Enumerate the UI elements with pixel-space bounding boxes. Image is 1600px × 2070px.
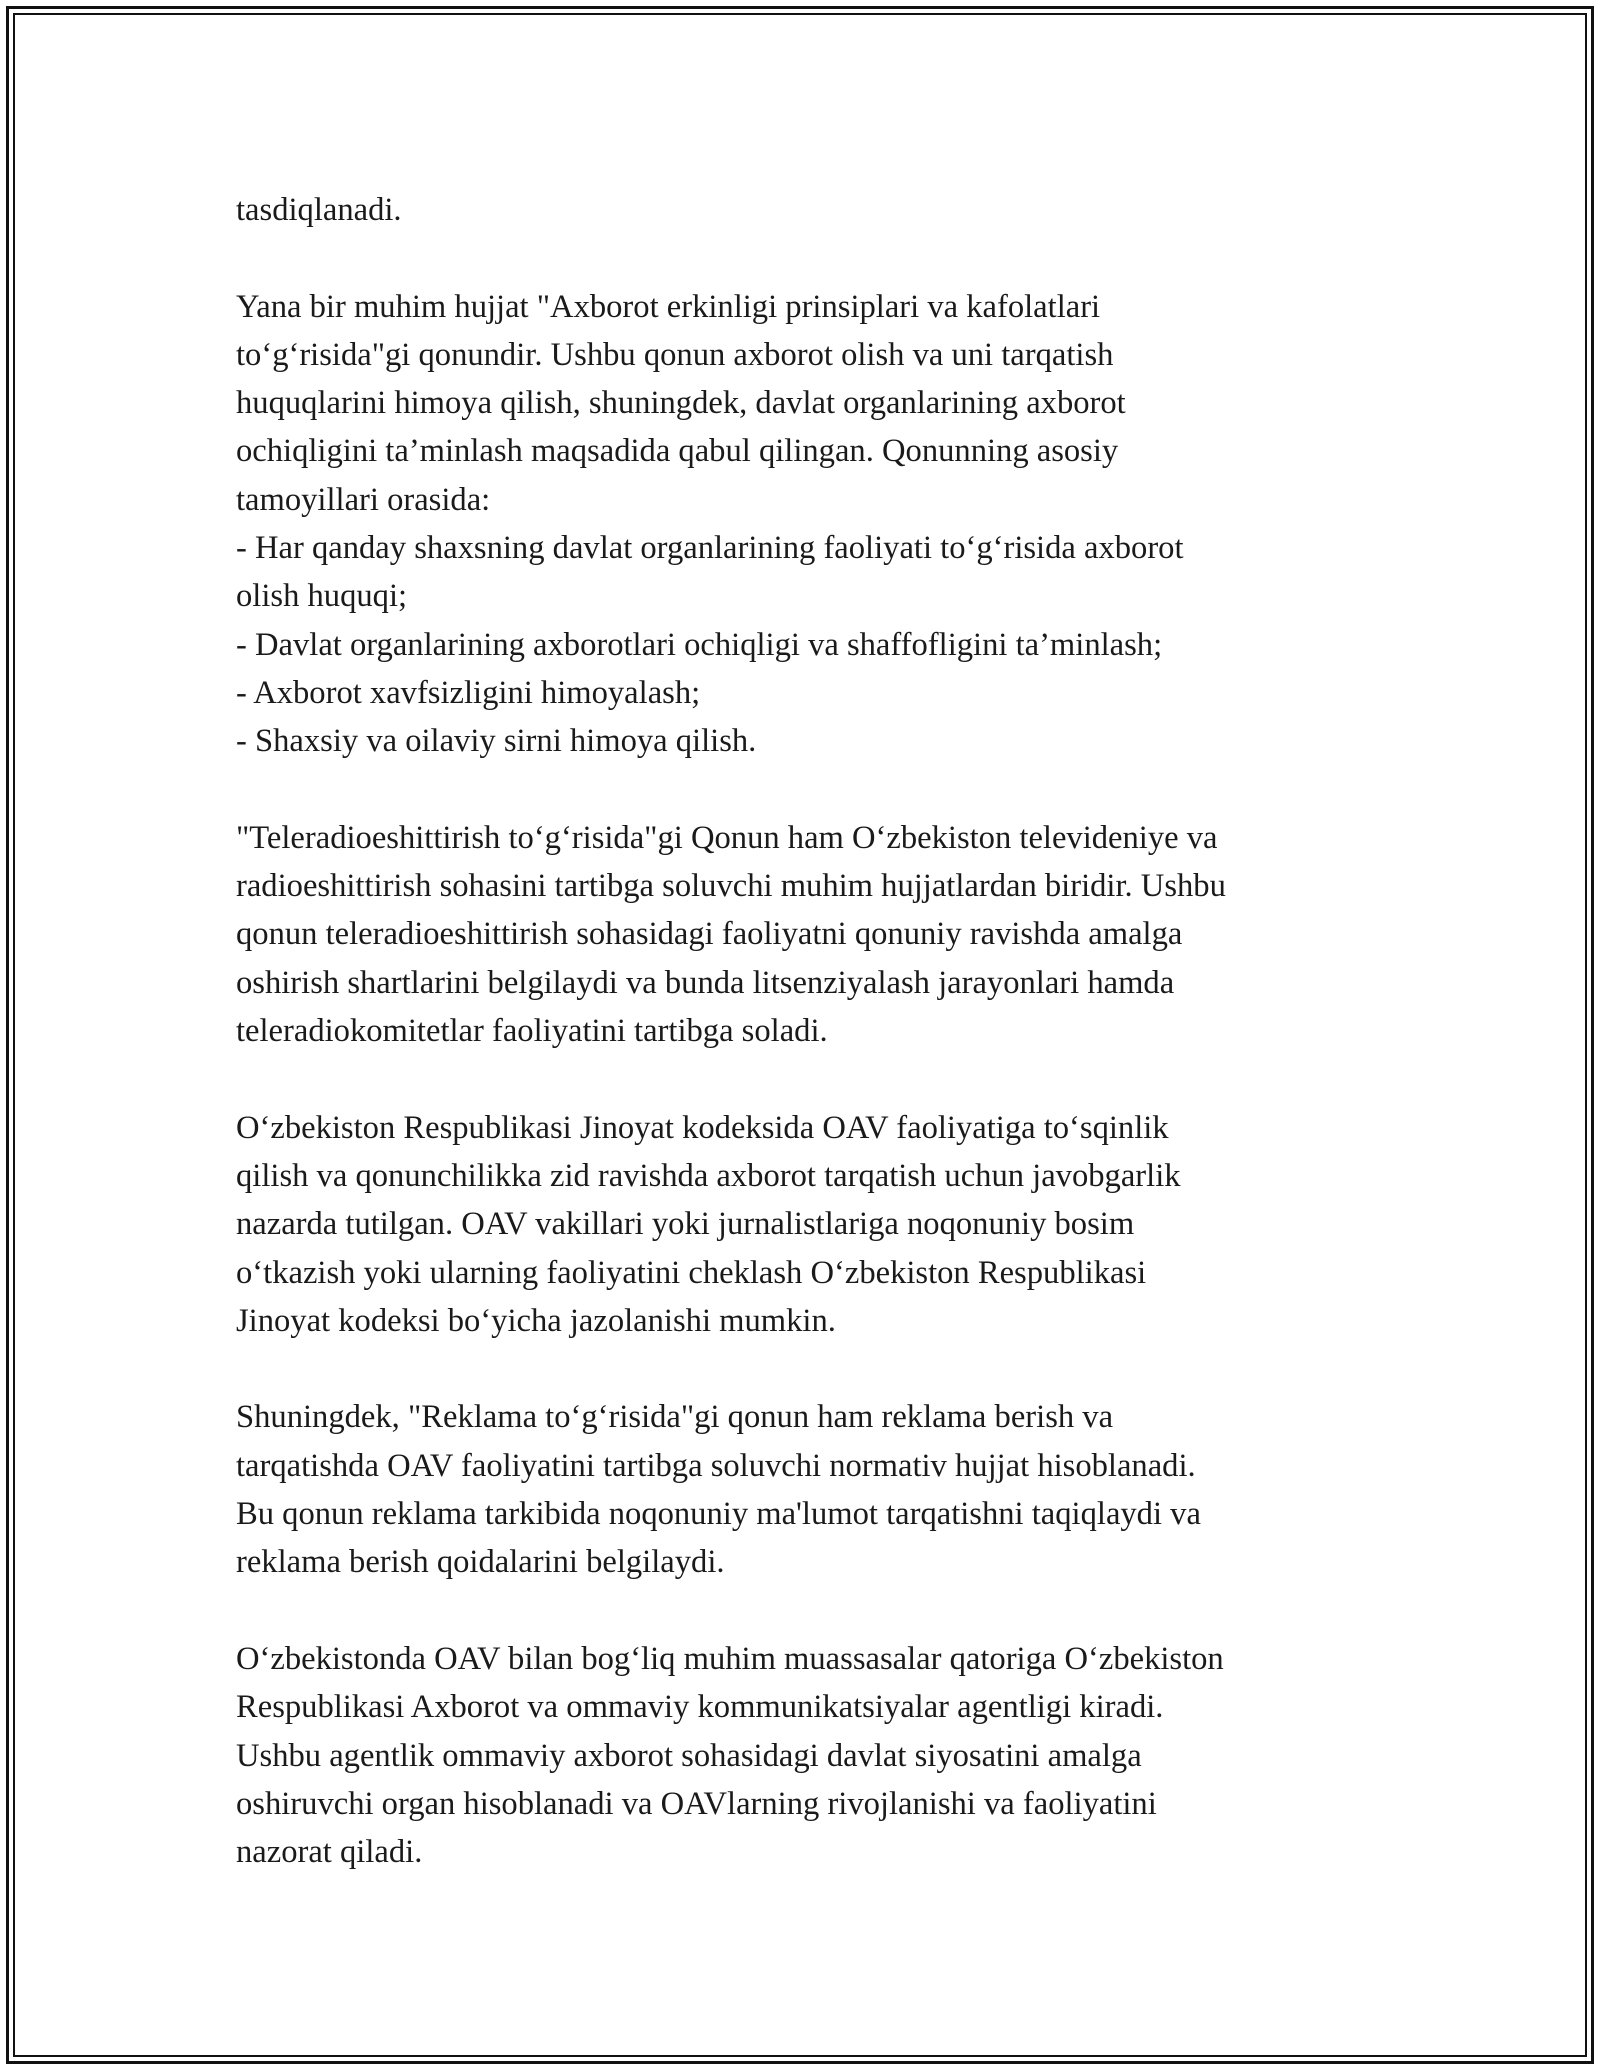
document-body (236, 186, 1376, 1876)
paragraph-information-freedom-law: Yana bir muhim hujjat "Axborot erkinligi prinsiplari va kafolatlari to‘g‘risida"gi qonundir. Ushbu qonun axborot olish va uni tarqatish huquqlarini himoya qilish, shuningdek, davlat organlarining axborot ochiqligini ta’minlash maqsadida qabul qilingan. Qonunning asosiy tamoyillari orasida: - Har qanday shaxsning davlat organlarining faoliyati to‘g‘risida axborot olish huquqi; - Davlat organlarining axborotlari ochiqligi va shaffofligini ta’minlash; - Axborot xavfsizligini himoyalash; - Shaxsiy va oilaviy sirni himoya qilish. (236, 288, 1184, 760)
paragraph-criminal-code: O‘zbekiston Respublikasi Jinoyat kodeksida OAV faoliyatiga to‘sqinlik qilish va qonunchilikka zid ravishda axborot tarqatish uchun javobgarlik nazarda tutilgan. OAV vakillari yoki jurnalistlariga noqonuniy bosim o‘tkazish yoki ularning faoliyatini cheklash O‘zbekiston Respublikasi Jinoyat kodeksi bo‘yicha jazolanishi mumkin. (236, 1109, 1181, 1339)
paragraph-advertising-law: Shuningdek, "Reklama to‘g‘risida"gi qonun ham reklama berish va tarqatishda OAV faoliyatini tartibga soluvchi normativ hujjat hisoblanadi. Bu qonun reklama tarkibida noqonuniy ma'lumot tarqatishni taqiqlaydi va reklama berish qoidalarini belgilaydi. (236, 1399, 1201, 1581)
paragraph-continuation: tasdiqlanadi. (236, 192, 402, 228)
paragraph-information-agency: O‘zbekistonda OAV bilan bog‘liq muhim muassasalar qatoriga O‘zbekiston Respublikasi Axborot va ommaviy kommunikatsiyalar agentligi kiradi. Ushbu agentlik ommaviy axborot sohasidagi davlat siyosatini amalga oshiruvchi organ hisoblanadi va OAVlarning rivojlanishi va faoliyatini nazorat qiladi. (236, 1640, 1224, 1871)
paragraph-broadcasting-law: "Teleradioeshittirish to‘g‘risida"gi Qonun ham O‘zbekiston televideniye va radioeshittirish sohasini tartibga soluvchi muhim hujjatlardan biridir. Ushbu qonun teleradioeshittirish sohasidagi faoliyatni qonuniy ravishda amalga oshirish shartlarini belgilaydi va bunda litsenziyalash jarayonlari hamda teleradiokomitetlar faoliyatini tartibga soladi. (236, 819, 1226, 1050)
